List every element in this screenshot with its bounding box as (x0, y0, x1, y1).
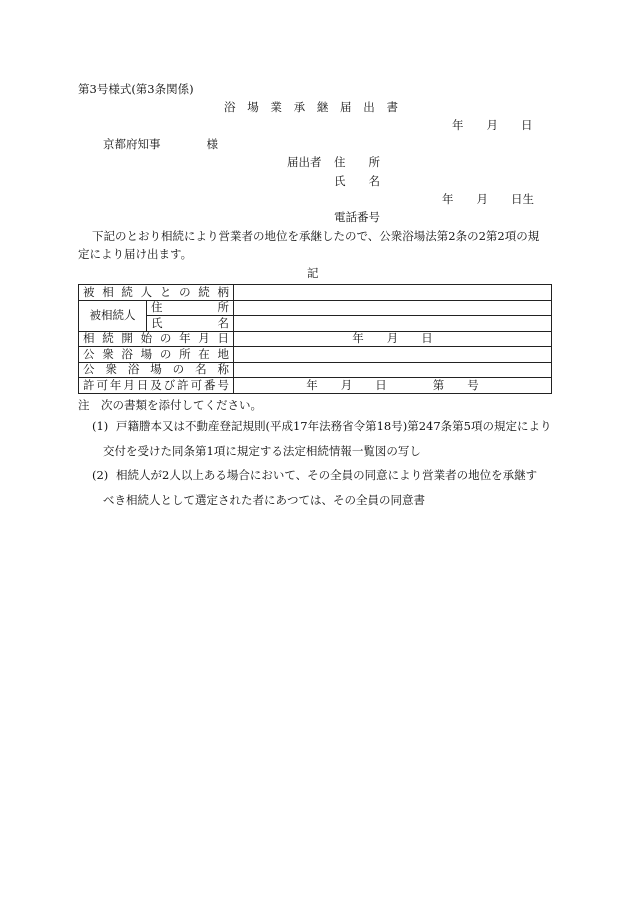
form-number: 第3号様式(第3条関係) (78, 82, 194, 96)
table-row (79, 316, 552, 332)
note-1-line-1: 戸籍謄本又は不動産登記規則(平成17年法務省令第18号)第247条第5項の規定により (116, 419, 552, 433)
body-text-line-2: 定により届け出ます。 (78, 247, 193, 261)
note-1-number: (1) (92, 419, 109, 433)
relationship-label: 被相続人との続柄 (79, 285, 234, 301)
applicant-phone-label: 電話番号 (334, 210, 380, 224)
table-row (79, 300, 552, 316)
inheritance-start-field[interactable]: 年 月 日 (234, 331, 552, 347)
note-2-line-2: べき相続人として選定された者にあつては、その全員の同意書 (103, 493, 425, 507)
table-row (79, 347, 552, 363)
deceased-name-field[interactable] (234, 316, 552, 332)
bathhouse-location-label: 公衆浴場の所在地 (79, 347, 234, 363)
notes-heading: 注 次の書類を添付してください。 (78, 398, 262, 412)
applicant-label: 届出者 (287, 155, 322, 169)
table-row (79, 378, 552, 394)
table-row (79, 331, 552, 347)
deceased-address-field[interactable] (234, 300, 552, 316)
applicant-address-label: 住 所 (334, 155, 380, 169)
document-title: 浴 場 業 承 継 届 出 書 (224, 100, 402, 114)
applicant-name-label: 氏 名 (334, 174, 380, 188)
applicant-birth-date: 年 月 日生 (442, 192, 534, 206)
note-1-line-2: 交付を受けた同条第1項に規定する法定相続情報一覧図の写し (103, 444, 421, 458)
note-2-line-1: 相続人が2人以上ある場合において、その全員の同意により営業者の地位を承継す (116, 468, 538, 482)
relationship-field[interactable] (234, 285, 552, 301)
table-row (79, 362, 552, 378)
table-row (79, 285, 552, 301)
permit-field[interactable]: 年 月 日 第 号 (234, 378, 552, 394)
inheritance-start-label: 相続開始の年月日 (79, 331, 234, 347)
bathhouse-location-field[interactable] (234, 347, 552, 363)
inheritance-form-table (78, 284, 552, 394)
submission-date: 年 月 日 (452, 118, 533, 132)
body-text-line-1: 下記のとおり相続により営業者の地位を承継したので、公衆浴場法第2条の2第2項の規 (92, 229, 540, 243)
bathhouse-name-field[interactable] (234, 362, 552, 378)
deceased-name-label: 氏 名 (147, 316, 234, 332)
deceased-label: 被相続人 (79, 300, 147, 331)
deceased-address-label: 住 所 (147, 300, 234, 316)
addressee: 京都府知事 様 (103, 137, 218, 151)
note-2-number: (2) (92, 468, 109, 482)
permit-label: 許可年月日及び許可番号 (79, 378, 234, 394)
bathhouse-name-label: 公衆浴場の名称 (79, 362, 234, 378)
ki-heading: 記 (307, 266, 319, 280)
